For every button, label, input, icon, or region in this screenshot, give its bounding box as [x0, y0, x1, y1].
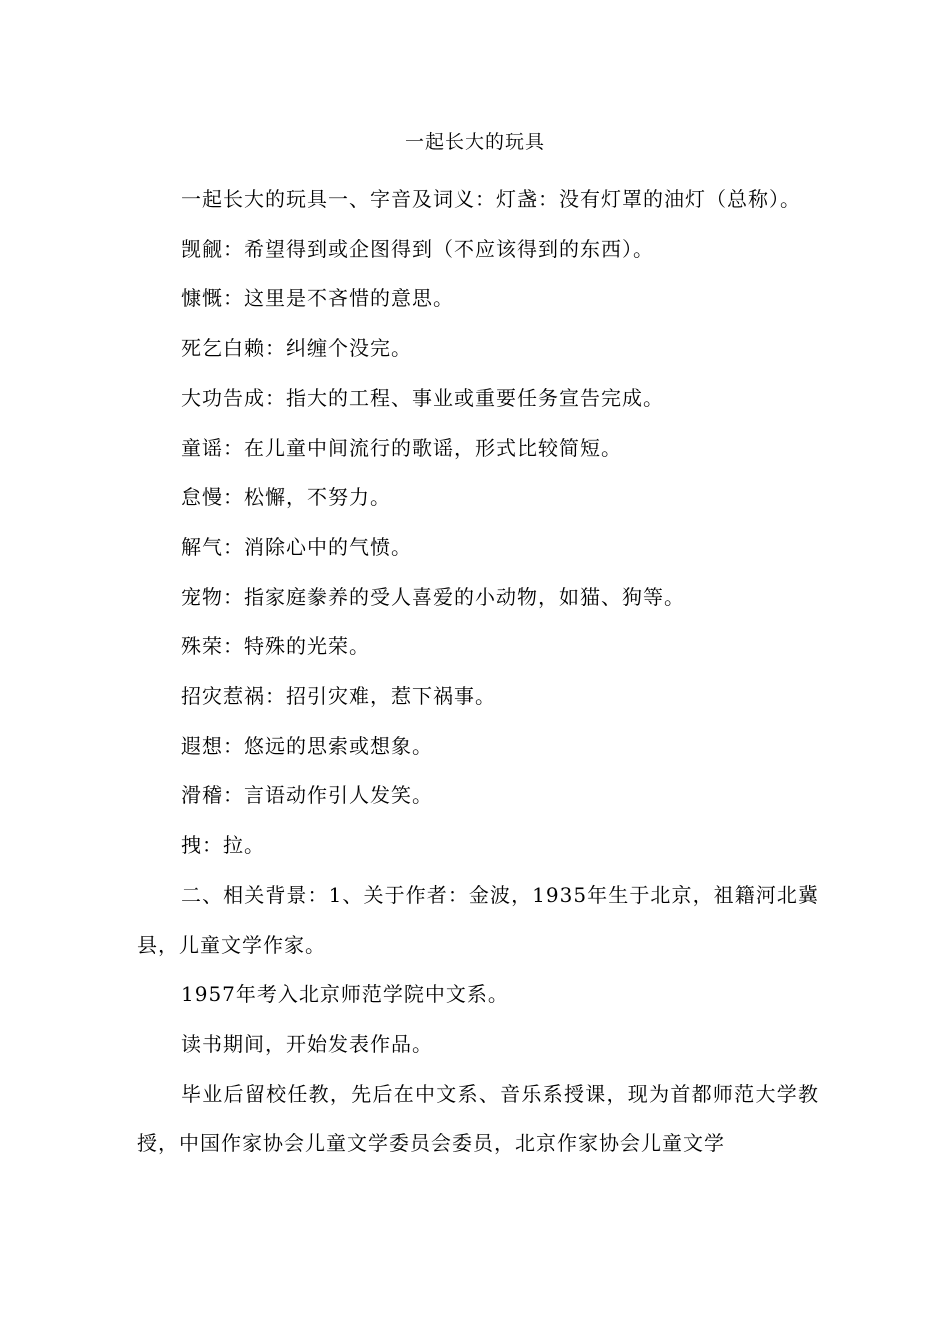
- paragraph-2: 觊觎：希望得到或企图得到（不应该得到的东西）。: [181, 236, 654, 261]
- paragraph-18: 毕业后留校任教，先后在中文系、音乐系授课，现为首都师范大学教授，中国作家协会儿童文学委员会委员，北京作家协会儿童文学: [137, 1081, 819, 1156]
- paragraph-1: 一起长大的玩具一、字音及词义：灯盏：没有灯罩的油灯（总称）。: [181, 187, 801, 211]
- document-body: [137, 175, 819, 1169]
- paragraph-17: 读书期间，开始发表作品。: [181, 1031, 433, 1056]
- paragraph-12: 遐想：悠远的思索或想象。: [181, 733, 433, 758]
- paragraph-9: 宠物：指家庭豢养的受人喜爱的小动物，如猫、狗等。: [181, 584, 685, 609]
- paragraph-15: 二、相关背景：1、关于作者：金波，1935年生于北京，祖籍河北冀县，儿童文学作家。: [137, 882, 819, 957]
- paragraph-7: 怠慢：松懈，不努力。: [181, 485, 391, 510]
- paragraph-5: 大功告成：指大的工程、事业或重要任务宣告完成。: [181, 385, 664, 410]
- paragraph-11: 招灾惹祸：招引灾难，惹下祸事。: [181, 684, 496, 709]
- paragraph-4: 死乞白赖：纠缠个没完。: [181, 336, 412, 361]
- paragraph-3: 慷慨：这里是不吝惜的意思。: [181, 286, 454, 311]
- paragraph-16: 1957年考入北京师范学院中文系。: [181, 982, 509, 1007]
- paragraph-14: 拽：拉。: [181, 833, 265, 858]
- paragraph-8: 解气：消除心中的气愤。: [181, 534, 412, 559]
- paragraph-6: 童谣：在儿童中间流行的歌谣，形式比较简短。: [181, 435, 622, 460]
- paragraph-13: 滑稽：言语动作引人发笑。: [181, 783, 433, 808]
- paragraph-10: 殊荣：特殊的光荣。: [181, 634, 370, 659]
- document-title: 一起长大的玩具: [404, 131, 545, 153]
